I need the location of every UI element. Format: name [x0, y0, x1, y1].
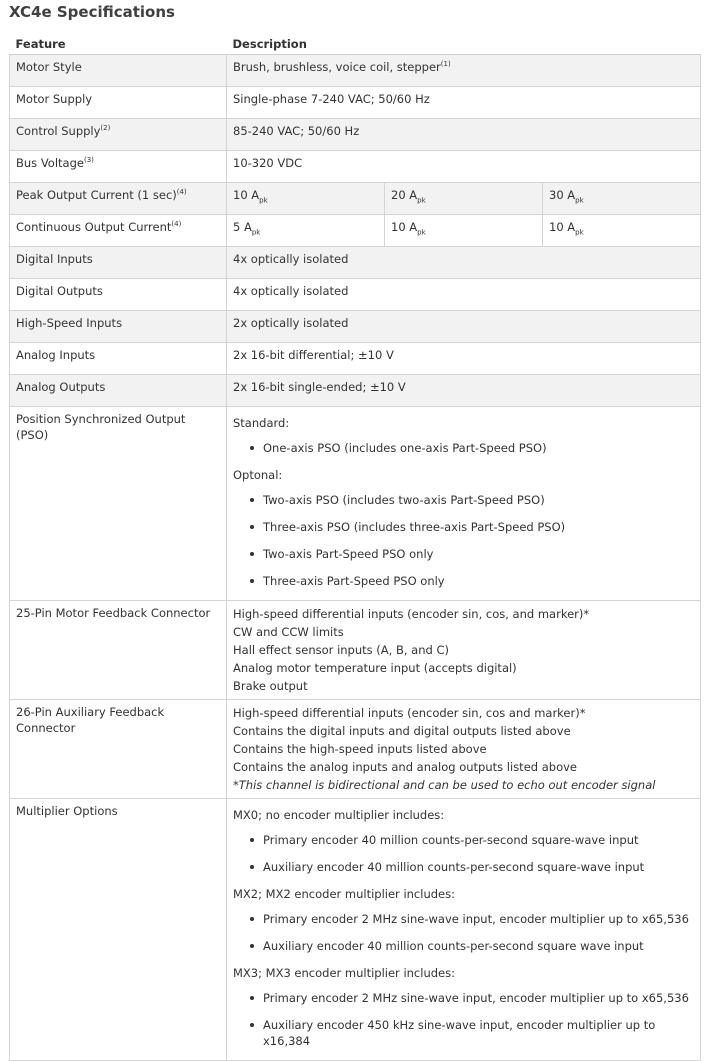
feature-cell: Digital Inputs	[10, 247, 227, 279]
value-cell: 5 $A_{pk}$	[227, 215, 385, 247]
feature-cell: Motor Style	[10, 55, 227, 87]
list-item: Auxiliary encoder 40 million counts-per-second square wave input	[257, 934, 694, 961]
footnote: *This channel is bidirectional and can be used to echo out encoder signal	[233, 778, 656, 792]
pso-standard-label: Standard:	[233, 416, 290, 430]
feature-cell: Analog Inputs	[10, 343, 227, 375]
feedback-line: Hall effect sensor inputs (A, B, and C)	[233, 643, 449, 657]
table-row	[10, 87, 701, 119]
list-item: Two-axis PSO (includes two-axis Part-Speed PSO)	[257, 488, 694, 515]
pso-optional-list	[233, 488, 694, 596]
list-item: Primary encoder 2 MHz sine-wave input, encoder multiplier up to x65,536	[257, 907, 694, 934]
specifications-table	[9, 33, 701, 1061]
description-cell: 2x optically isolated	[227, 311, 701, 343]
page-title: XC4e Specifications	[9, 3, 175, 21]
value-cell: 10 $A_{pk}$	[385, 215, 543, 247]
value-cell: 10 $A_{pk}$	[227, 183, 385, 215]
feature-cell: 25-Pin Motor Feedback Connector	[10, 601, 227, 700]
table-header-row	[10, 33, 701, 55]
table-row-multiplier	[10, 799, 701, 1061]
list-item: Primary encoder 40 million counts-per-second square-wave input	[257, 828, 694, 855]
description-cell: 4x optically isolated	[227, 247, 701, 279]
list-item: Auxiliary encoder 40 million counts-per-second square-wave input	[257, 855, 694, 882]
list-item: Three-axis PSO (includes three-axis Part-Speed PSO)	[257, 515, 694, 542]
description-cell	[227, 601, 701, 700]
table-row	[10, 247, 701, 279]
feedback-line: High-speed differential inputs (encoder sin, cos, and marker)*	[233, 607, 590, 621]
table-row	[10, 183, 701, 215]
table-row	[10, 55, 701, 87]
table-row	[10, 311, 701, 343]
feature-cell: Continuous Output Current$^{(4)}$	[10, 215, 227, 247]
feature-cell: Multiplier Options	[10, 799, 227, 1061]
description-cell: Single-phase 7-240 VAC; 50/60 Hz	[227, 87, 701, 119]
value-cell: 10 $A_{pk}$	[543, 215, 701, 247]
description-cell: 2x 16-bit single-ended; ±10 V	[227, 375, 701, 407]
multiplier-group-label: MX3; MX3 encoder multiplier includes:	[233, 966, 455, 980]
list-item: One-axis PSO (includes one-axis Part-Speed PSO)	[257, 436, 694, 463]
pso-optional-label: Optonal:	[233, 468, 283, 482]
feedback-line: Brake output	[233, 679, 308, 693]
value-cell: 20 $A_{pk}$	[385, 183, 543, 215]
table-row	[10, 215, 701, 247]
feature-header: Feature	[10, 33, 227, 55]
list-item: Three-axis Part-Speed PSO only	[257, 569, 694, 596]
multiplier-list	[233, 828, 694, 882]
feedback-line: Contains the analog inputs and analog outputs listed above	[233, 760, 577, 774]
feature-cell: Motor Supply	[10, 87, 227, 119]
feature-cell: Digital Outputs	[10, 279, 227, 311]
feedback-line: Contains the digital inputs and digital outputs listed above	[233, 724, 571, 738]
table-row	[10, 343, 701, 375]
list-item: Auxiliary encoder 450 kHz sine-wave input, encoder multiplier up to x16,384	[257, 1013, 694, 1056]
description-header: Description	[227, 33, 701, 55]
value-cell: 30 $A_{pk}$	[543, 183, 701, 215]
feature-cell: 26-Pin Auxiliary Feedback Connector	[10, 700, 227, 799]
table-row-pso	[10, 407, 701, 601]
feature-cell: Control Supply$^{(2)}$	[10, 119, 227, 151]
table-row-motor-feedback	[10, 601, 701, 700]
feedback-line: CW and CCW limits	[233, 625, 344, 639]
feedback-line: Analog motor temperature input (accepts digital)	[233, 661, 517, 675]
feedback-line: Contains the high-speed inputs listed above	[233, 742, 487, 756]
multiplier-list	[233, 986, 694, 1056]
description-cell: 4x optically isolated	[227, 279, 701, 311]
table-row-aux-feedback	[10, 700, 701, 799]
description-cell: 2x 16-bit differential; ±10 V	[227, 343, 701, 375]
feature-cell: Peak Output Current (1 sec)$^{(4)}$	[10, 183, 227, 215]
description-cell: Brush, brushless, voice coil, stepper$^{(1)}$	[227, 55, 701, 87]
feature-cell: Bus Voltage$^{(3)}$	[10, 151, 227, 183]
list-item: Two-axis Part-Speed PSO only	[257, 542, 694, 569]
description-cell: 10-320 VDC	[227, 151, 701, 183]
multiplier-list	[233, 907, 694, 961]
multiplier-group-label: MX2; MX2 encoder multiplier includes:	[233, 887, 455, 901]
description-cell: 85-240 VAC; 50/60 Hz	[227, 119, 701, 151]
feature-cell: High-Speed Inputs	[10, 311, 227, 343]
table-row	[10, 375, 701, 407]
description-cell	[227, 407, 701, 601]
table-row	[10, 279, 701, 311]
description-cell	[227, 799, 701, 1061]
feature-cell: Position Synchronized Output (PSO)	[10, 407, 227, 601]
feedback-line: High-speed differential inputs (encoder sin, cos and marker)*	[233, 706, 586, 720]
table-row	[10, 151, 701, 183]
pso-standard-list	[233, 436, 694, 463]
table-row	[10, 119, 701, 151]
multiplier-group-label: MX0; no encoder multiplier includes:	[233, 808, 445, 822]
description-cell	[227, 700, 701, 799]
list-item: Primary encoder 2 MHz sine-wave input, encoder multiplier up to x65,536	[257, 986, 694, 1013]
feature-cell: Analog Outputs	[10, 375, 227, 407]
